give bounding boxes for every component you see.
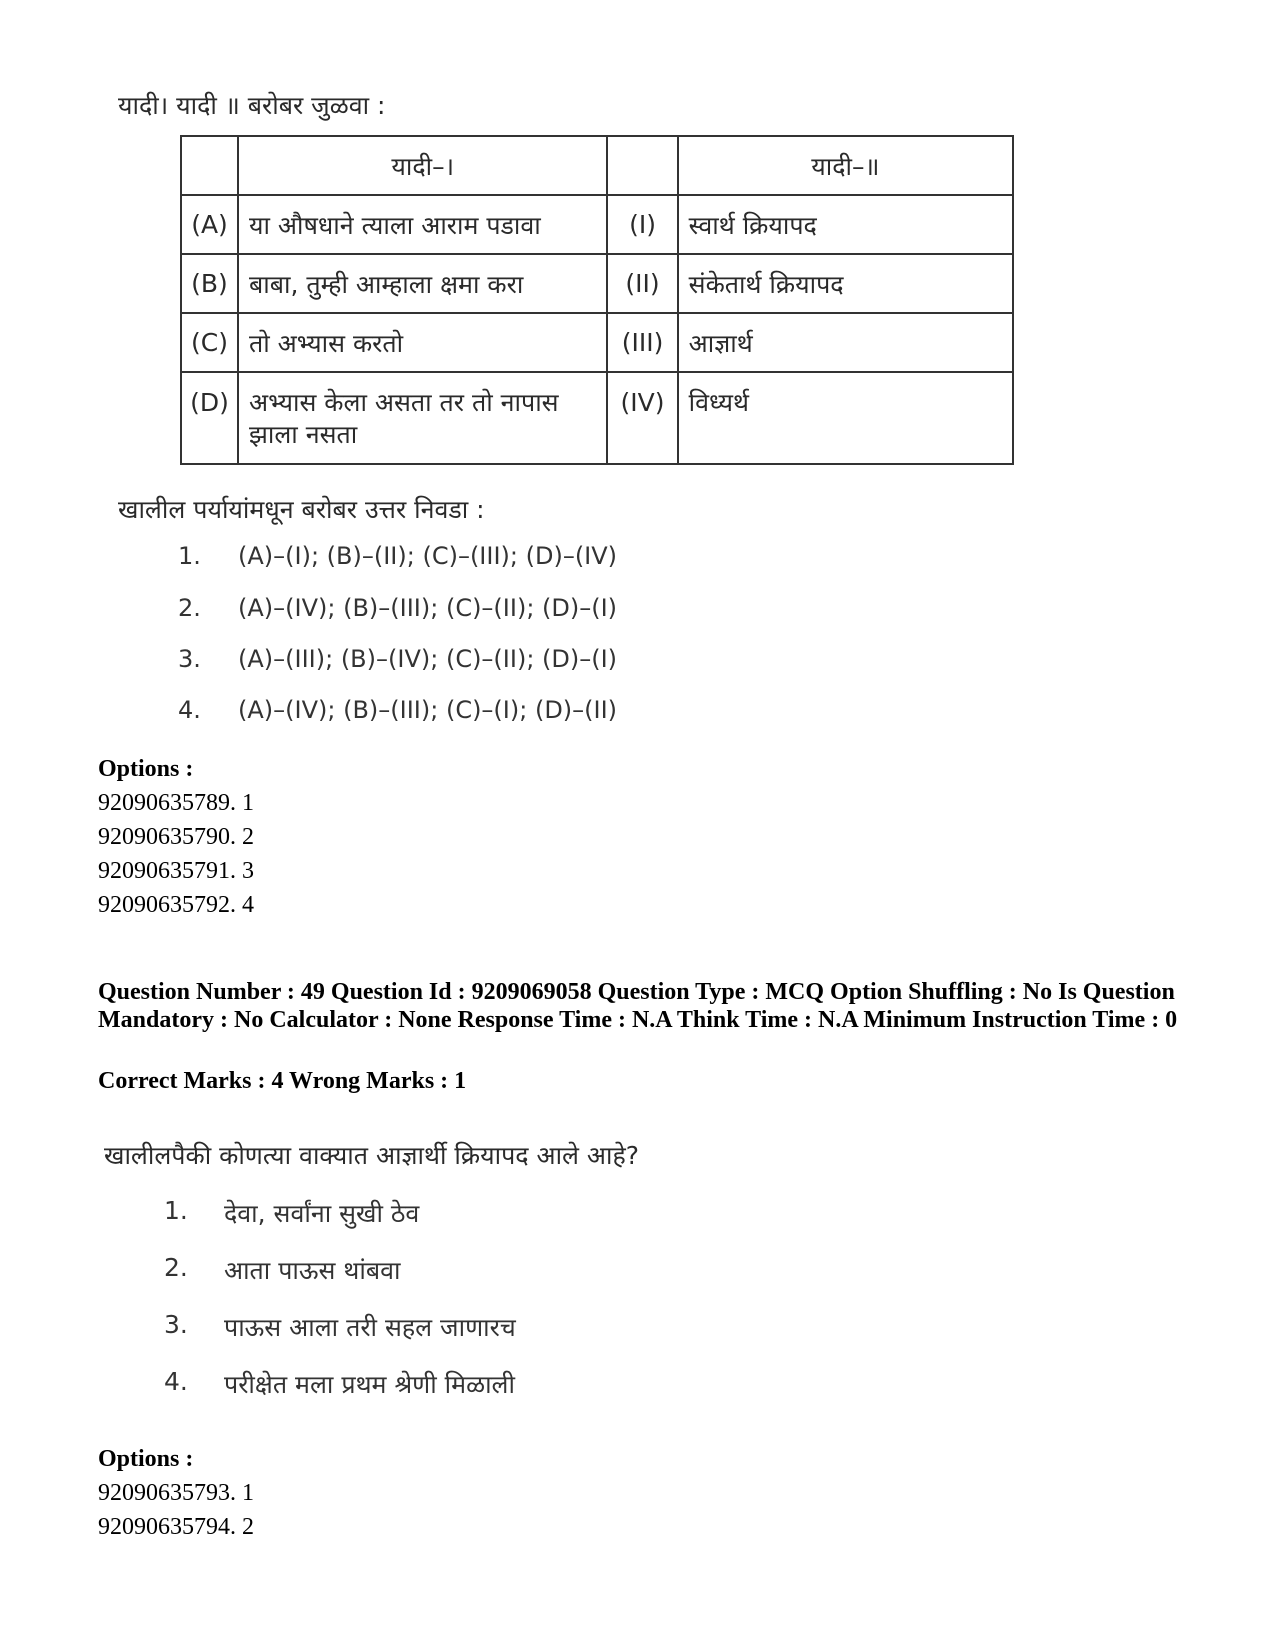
row-text-right: विध्यर्थ xyxy=(678,372,1013,464)
choice-text: (A)–(IV); (B)–(III); (C)–(II); (D)–(I) xyxy=(238,594,618,622)
choice-text: (A)–(IV); (B)–(III); (C)–(I); (D)–(II) xyxy=(238,696,618,724)
row-key-left: (C) xyxy=(181,313,238,372)
list-2-header: यादी–॥ xyxy=(678,136,1013,195)
option-line: 92090635794. 2 xyxy=(98,1514,254,1540)
option-line: 92090635792. 4 xyxy=(98,892,254,918)
table-row xyxy=(181,313,1013,372)
question-meta: Question Number : 49 Question Id : 9209069058 Question Type : MCQ Option Shuffling : No Is Question Mandatory : No Calculator : None Response Time : N.A Think Time : N.A Minimum Instruction Time : 0 xyxy=(98,979,1178,1033)
choice-text: पाऊस आला तरी सहल जाणारच xyxy=(224,1313,516,1342)
row-key-left: (A) xyxy=(181,195,238,254)
choice-number: 1. xyxy=(164,1196,188,1225)
choice-text: (A)–(I); (B)–(II); (C)–(III); (D)–(IV) xyxy=(238,542,618,570)
row-text-right: आज्ञार्थ xyxy=(678,313,1013,372)
list-1-header: यादी–। xyxy=(238,136,607,195)
row-text-left: अभ्यास केला असता तर तो नापास झाला नसता xyxy=(238,372,607,464)
row-text-left: या औषधाने त्याला आराम पडावा xyxy=(238,195,607,254)
match-table xyxy=(180,135,1014,465)
row-key-right: (I) xyxy=(607,195,677,254)
choice-number: 4. xyxy=(164,1367,188,1396)
row-key-right: (IV) xyxy=(607,372,677,464)
choice-number: 3. xyxy=(178,645,201,673)
choice-number: 4. xyxy=(178,696,201,724)
choice-number: 1. xyxy=(178,542,201,570)
choice-text: आता पाऊस थांबवा xyxy=(224,1256,401,1285)
option-line: 92090635791. 3 xyxy=(98,858,254,884)
match-instruction: यादी। यादी ॥ बरोबर जुळवा : xyxy=(118,91,386,120)
option-line: 92090635789. 1 xyxy=(98,790,254,816)
row-text-left: तो अभ्यास करतो xyxy=(238,313,607,372)
choice-text: परीक्षेत मला प्रथम श्रेणी मिळाली xyxy=(224,1370,515,1399)
match-table-header xyxy=(181,136,1013,195)
choice-text: देवा, सर्वांना सुखी ठेव xyxy=(224,1199,420,1228)
options-title: Options : xyxy=(98,1446,194,1472)
table-row xyxy=(181,254,1013,313)
options-title: Options : xyxy=(98,756,194,782)
row-key-right: (III) xyxy=(607,313,677,372)
row-text-right: स्वार्थ क्रियापद xyxy=(678,195,1013,254)
row-key-left: (B) xyxy=(181,254,238,313)
row-key-left: (D) xyxy=(181,372,238,464)
choice-number: 2. xyxy=(164,1253,188,1282)
choice-number: 3. xyxy=(164,1310,188,1339)
question-marks: Correct Marks : 4 Wrong Marks : 1 xyxy=(98,1068,467,1094)
row-text-left: बाबा, तुम्ही आम्हाला क्षमा करा xyxy=(238,254,607,313)
option-line: 92090635793. 1 xyxy=(98,1480,254,1506)
choose-prompt: खालील पर्यायांमधून बरोबर उत्तर निवडा : xyxy=(118,495,485,524)
table-row xyxy=(181,195,1013,254)
row-text-right: संकेतार्थ क्रियापद xyxy=(678,254,1013,313)
choice-text: (A)–(III); (B)–(IV); (C)–(II); (D)–(I) xyxy=(238,645,618,673)
question-text: खालीलपैकी कोणत्या वाक्यात आज्ञार्थी क्रियापद आले आहे? xyxy=(104,1141,640,1170)
option-line: 92090635790. 2 xyxy=(98,824,254,850)
table-row xyxy=(181,372,1013,464)
row-key-right: (II) xyxy=(607,254,677,313)
choice-number: 2. xyxy=(178,594,201,622)
